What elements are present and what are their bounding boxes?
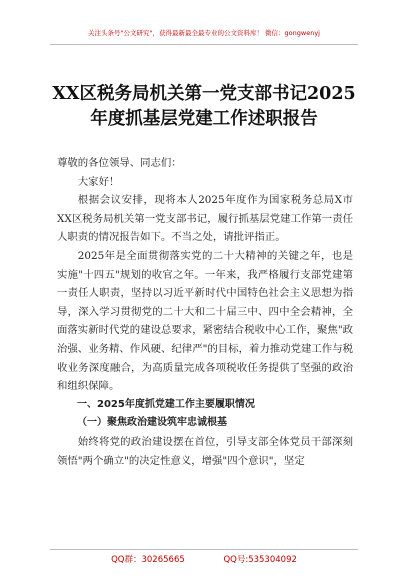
document-title: XX区税务局机关第一党支部书记2025年度抓基层党建工作述职报告 <box>52 84 356 129</box>
greeting: 大家好！ <box>77 175 120 188</box>
header-divider <box>50 44 358 45</box>
footer-qq-number: QQ号:535304092 <box>223 555 297 565</box>
body-paragraph-3: 始终将党的政治建设摆在首位，引导支部全体党员干部深刻领悟"两个确立"的决定性意义，增强"四个意识"，坚定 <box>57 435 353 467</box>
footer-contact <box>0 553 408 565</box>
subsection-heading: （一）聚焦政治建设筑牢忠诚根基 <box>77 417 227 429</box>
header-promo-note: 关注头条号"公文研究"，获得最新最全最专业的公文资料库！ 微信：gongwenyj <box>88 29 320 37</box>
footer-divider <box>50 549 358 550</box>
salutation: 尊敬的各位领导、同志们： <box>57 157 182 169</box>
section-heading: 一、2025年度抓党建工作主要履职情况 <box>77 398 255 410</box>
footer-qq-group: QQ群：30265665 <box>111 555 185 565</box>
body-paragraph-2: 2025年是全面贯彻落实党的二十大精神的关键之年，也是实施"十四五"规划的收官之年。一年来，我严格履行支部党建第一责任人职责，坚持以习近平新时代中国特色社会主义思想为指导，深入学习贯彻党的二十大和二十届三中、四中全会精神，全面落实新时代党的建设总要求，紧密结合税收中心工作，聚焦"政治强、业务精、作风硬、纪律严"的目标，着力推动党建工作与税收业务深度融合，为高质量完成各项税收任务提供了坚强的政治和组织保障。 <box>57 249 353 393</box>
document-body <box>57 154 353 470</box>
body-paragraph-1: 根据会议安排，现将本人2025年度作为国家税务总局X市XX区税务局机关第一党支部书记，履行抓基层党建工作第一责任人职责的情况报告如下。不当之处，请批评指正。 <box>57 194 353 244</box>
